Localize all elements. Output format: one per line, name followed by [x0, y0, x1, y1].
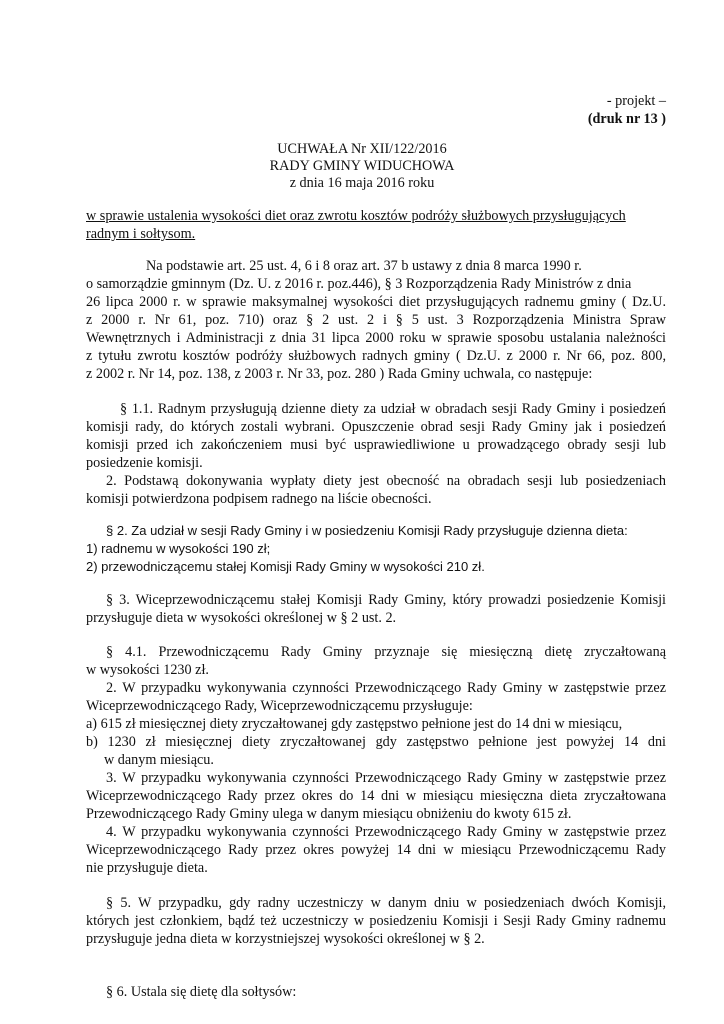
preamble-line: z tytułu zwrotu kosztów podróży służbowych radnych gminy ( Dz.U. z 2000 r. Nr 66, poz. 800,	[86, 348, 666, 364]
preamble-line: z 2000 r. Nr 61, poz. 710) oraz § 2 ust. 2 i § 5 ust. 3 Rozporządzenia Ministra Spraw	[86, 312, 666, 328]
paragraph-3-line: § 3. Wiceprzewodniczącemu stałej Komisji Rady Gminy, który prowadzi posiedzenie Komisji	[106, 592, 666, 608]
paragraph-1-line: § 1.1. Radnym przysługują dzienne diety za udział w obradach sesji Rady Gminy i posiedzeń	[120, 401, 666, 417]
paragraph-4-line: b) 1230 zł miesięcznej diety zryczałtowanej gdy zastępstwo pełnione jest powyżej 14 dni	[86, 734, 666, 750]
paragraph-4-line: w wysokości 1230 zł.	[86, 662, 209, 678]
paragraph-5-line: § 5. W przypadku, gdy radny uczestniczy w danym dniu w posiedzeniach dwóch Komisji,	[106, 895, 666, 911]
preamble-line: 26 lipca 2000 r. w sprawie maksymalnej wysokości diet przysługujących radnemu gminy ( Dz.U.	[86, 294, 666, 310]
paragraph-1-line: komisji przed ich zakończeniem musi być usprawiedliwione u prowadzącego obrady sesji lub	[86, 437, 666, 453]
resolution-date: z dnia 16 maja 2016 roku	[289, 175, 435, 191]
projekt-label: - projekt –	[606, 93, 666, 109]
paragraph-5-line: przysługuje jedna dieta w korzystniejszej wysokości określonej w § 2.	[86, 931, 485, 947]
paragraph-1-line: 2. Podstawą dokonywania wypłaty diety jest obecność na obradach sesji lub posiedzeniach	[106, 473, 666, 489]
paragraph-4-line: w danym miesiącu.	[104, 752, 214, 768]
paragraph-2-line: § 2. Za udział w sesji Rady Gminy i w posiedzeniu Komisji Rady przysługuje dzienna dieta:	[106, 523, 628, 538]
paragraph-2-line: 1) radnemu w wysokości 190 zł;	[86, 541, 271, 556]
paragraph-4-line: nie przysługuje dieta.	[86, 860, 208, 876]
druk-number: (druk nr 13 )	[587, 111, 666, 127]
paragraph-4-line: Wiceprzewodniczącego Rady przez okres do 14 dni w miesiącu miesięczna dieta zryczałtowana	[86, 788, 666, 804]
paragraph-4-line: Przewodniczącego Rady Gminy ulega w danym miesiącu obniżeniu do kwoty 615 zł.	[86, 806, 572, 822]
preamble-line: o samorządzie gminnym (Dz. U. z 2016 r. poz.446), § 3 Rozporządzenia Rady Ministrów z dnia	[86, 276, 632, 292]
paragraph-1-line: posiedzenie komisji.	[86, 455, 203, 471]
preamble-line: z 2002 r. Nr 14, poz. 138, z 2003 r. Nr 33, poz. 280 ) Rada Gminy uchwala, co następuje:	[86, 366, 593, 382]
paragraph-4-line: 3. W przypadku wykonywania czynności Przewodniczącego Rady Gminy w zastępstwie przez	[106, 770, 666, 786]
subject-line-2: radnym i sołtysom.	[86, 226, 196, 242]
paragraph-1-line: komisji potwierdzona podpisem radnego na liście obecności.	[86, 491, 432, 507]
paragraph-5-line: których jest członkiem, bądź też uczestniczy w posiedzeniu Komisji i Sesji Rady Gminy radnemu	[86, 913, 666, 929]
council-name: RADY GMINY WIDUCHOWA	[269, 158, 455, 174]
preamble-line: Wewnętrznych i Administracji z dnia 31 lipca 2000 roku w sprawie sposobu ustalania należności	[86, 330, 666, 346]
paragraph-4-line: a) 615 zł miesięcznej diety zryczałtowanej gdy zastępstwo pełnione jest do 14 dni w miesiącu,	[86, 716, 623, 732]
paragraph-3-line: przysługuje dieta w wysokości określonej w § 2 ust. 2.	[86, 610, 397, 626]
resolution-number: UCHWAŁA Nr XII/122/2016	[277, 141, 447, 157]
paragraph-4-line: 2. W przypadku wykonywania czynności Przewodniczącego Rady Gminy w zastępstwie przez	[106, 680, 666, 696]
paragraph-6-line: § 6. Ustala się dietę dla sołtysów:	[106, 984, 297, 1000]
paragraph-4-line: Wiceprzewodniczącego Rady, Wiceprzewodniczącemu przysługuje:	[86, 698, 473, 714]
paragraph-4-line: 4. W przypadku wykonywania czynności Przewodniczącego Rady Gminy w zastępstwie przez	[106, 824, 666, 840]
paragraph-4-line: Wiceprzewodniczącego Rady przez okres powyżej 14 dni w miesiącu Przewodniczącemu Rady	[86, 842, 666, 858]
subject-line-1: w sprawie ustalenia wysokości diet oraz zwrotu kosztów podróży służbowych przysługujących	[86, 208, 626, 224]
preamble-line: Na podstawie art. 25 ust. 4, 6 i 8 oraz art. 37 b ustawy z dnia 8 marca 1990 r.	[146, 258, 582, 274]
paragraph-1-line: komisji rady, do których zostali wybrani. Opuszczenie obrad sesji Rady Gminy jak i posiedzeń	[86, 419, 666, 435]
paragraph-4-line: § 4.1. Przewodniczącemu Rady Gminy przyznaje się miesięczną dietę zryczałtowaną	[106, 644, 666, 660]
paragraph-2-line: 2) przewodniczącemu stałej Komisji Rady Gminy w wysokości 210 zł.	[86, 559, 485, 574]
